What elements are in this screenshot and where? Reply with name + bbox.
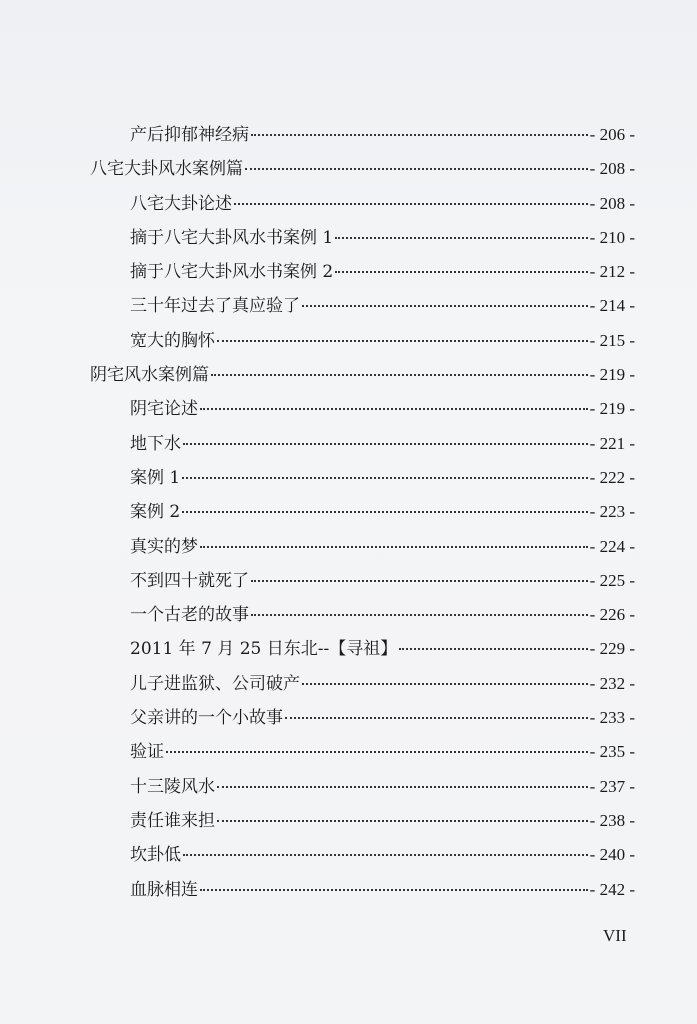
toc-entry-page: - 229 - <box>589 639 635 659</box>
toc-entry <box>90 257 635 291</box>
dot-leader <box>166 751 588 753</box>
dot-leader <box>245 168 588 170</box>
toc-entry-title: 真实的梦 <box>130 536 198 557</box>
dot-leader <box>217 786 588 788</box>
toc-entry-page: - 219 - <box>589 399 635 419</box>
toc-entry-title: 坎卦低 <box>130 845 181 866</box>
toc-entry-page: - 222 - <box>589 467 635 487</box>
toc-entry <box>90 566 635 600</box>
dot-leader <box>211 374 588 376</box>
dot-leader <box>183 854 588 856</box>
toc-entry-title: 三十年过去了真应验了 <box>130 296 300 317</box>
dot-leader <box>217 820 588 822</box>
toc-entry-title: 验证 <box>130 742 164 763</box>
toc-entry-page: - 235 - <box>589 742 635 762</box>
toc-entry-title: 儿子进监狱、公司破产 <box>130 673 300 694</box>
toc-entry-page: - 221 - <box>589 433 635 453</box>
dot-leader <box>200 889 588 891</box>
toc-entry <box>90 840 635 874</box>
dot-leader <box>183 443 588 445</box>
toc-entry-page: - 214 - <box>589 296 635 316</box>
dot-leader <box>182 511 587 513</box>
dot-leader <box>251 580 588 582</box>
toc-entry-page: - 240 - <box>589 845 635 865</box>
toc-entry-title: 父亲讲的一个小故事 <box>130 708 283 729</box>
toc-entry <box>90 429 635 463</box>
toc-entry-title: 十三陵风水 <box>130 776 215 797</box>
toc-entry-page: - 210 - <box>589 227 635 247</box>
toc-entry-title: 案例 2 <box>130 502 181 523</box>
dot-leader <box>234 203 588 205</box>
page-folio: VII <box>603 926 627 945</box>
toc-entry-page: - 212 - <box>589 262 635 282</box>
toc-entry-page: - 208 - <box>589 193 635 213</box>
dot-leader <box>302 683 588 685</box>
toc-entry-page: - 238 - <box>589 810 635 830</box>
toc-entry-title: 阴宅论述 <box>130 399 198 420</box>
dot-leader <box>217 340 588 342</box>
toc-entry-title: 不到四十就死了 <box>130 570 249 591</box>
toc-entry <box>90 189 635 223</box>
toc-entry-title: 八宅大卦论述 <box>130 193 232 214</box>
table-of-contents <box>90 120 635 909</box>
toc-entry-page: - 223 - <box>589 502 635 522</box>
toc-entry-title: 八宅大卦风水案例篇 <box>90 159 243 180</box>
dot-leader <box>200 408 588 410</box>
toc-entry <box>90 634 635 668</box>
toc-entry <box>90 772 635 806</box>
toc-entry <box>90 806 635 840</box>
toc-entry-title: 2011 年 7 月 25 日东北--【寻祖】 <box>130 639 398 660</box>
toc-entry <box>90 326 635 360</box>
toc-entry-title: 血脉相连 <box>130 879 198 900</box>
dot-leader <box>251 614 588 616</box>
toc-entry <box>90 875 635 909</box>
toc-entry-page: - 219 - <box>589 365 635 385</box>
toc-entry <box>90 223 635 257</box>
toc-entry-page: - 225 - <box>589 570 635 590</box>
toc-entry <box>90 497 635 531</box>
toc-entry <box>90 669 635 703</box>
toc-entry-title: 摘于八宅大卦风水书案例 2 <box>130 262 334 283</box>
toc-entry-title: 摘于八宅大卦风水书案例 1 <box>130 227 334 248</box>
toc-entry-title: 产后抑郁神经病 <box>130 125 249 145</box>
toc-entry <box>90 463 635 497</box>
toc-entry-title: 宽大的胸怀 <box>130 330 215 351</box>
dot-leader <box>335 271 587 273</box>
toc-entry-page: - 226 - <box>589 605 635 625</box>
dot-leader <box>251 134 588 136</box>
toc-entry <box>90 703 635 737</box>
dot-leader <box>182 477 587 479</box>
toc-entry <box>90 394 635 428</box>
toc-entry <box>90 532 635 566</box>
toc-entry-title: 阴宅风水案例篇 <box>90 365 209 386</box>
toc-section-entry <box>90 154 635 188</box>
dot-leader <box>302 305 588 307</box>
toc-entry-page: - 224 - <box>589 536 635 556</box>
toc-entry-page: - 208 - <box>589 159 635 179</box>
dot-leader <box>285 717 588 719</box>
toc-entry-page: - 242 - <box>589 879 635 899</box>
dot-leader <box>200 546 588 548</box>
toc-entry-page: - 232 - <box>589 673 635 693</box>
toc-entry <box>90 291 635 325</box>
toc-entry-page: - 215 - <box>589 330 635 350</box>
dot-leader <box>335 237 587 239</box>
toc-entry <box>90 737 635 771</box>
toc-entry-page: - 233 - <box>589 708 635 728</box>
toc-entry-title: 案例 1 <box>130 467 181 488</box>
toc-entry-title: 责任谁来担 <box>130 810 215 831</box>
toc-entry-page: - 237 - <box>589 776 635 796</box>
toc-section-entry <box>90 360 635 394</box>
dot-leader <box>399 648 587 650</box>
toc-entry <box>90 600 635 634</box>
toc-entry-page: - 206 - <box>589 125 635 144</box>
toc-entry-title: 一个古老的故事 <box>130 605 249 626</box>
toc-entry-title: 地下水 <box>130 433 181 454</box>
toc-entry <box>90 120 635 154</box>
